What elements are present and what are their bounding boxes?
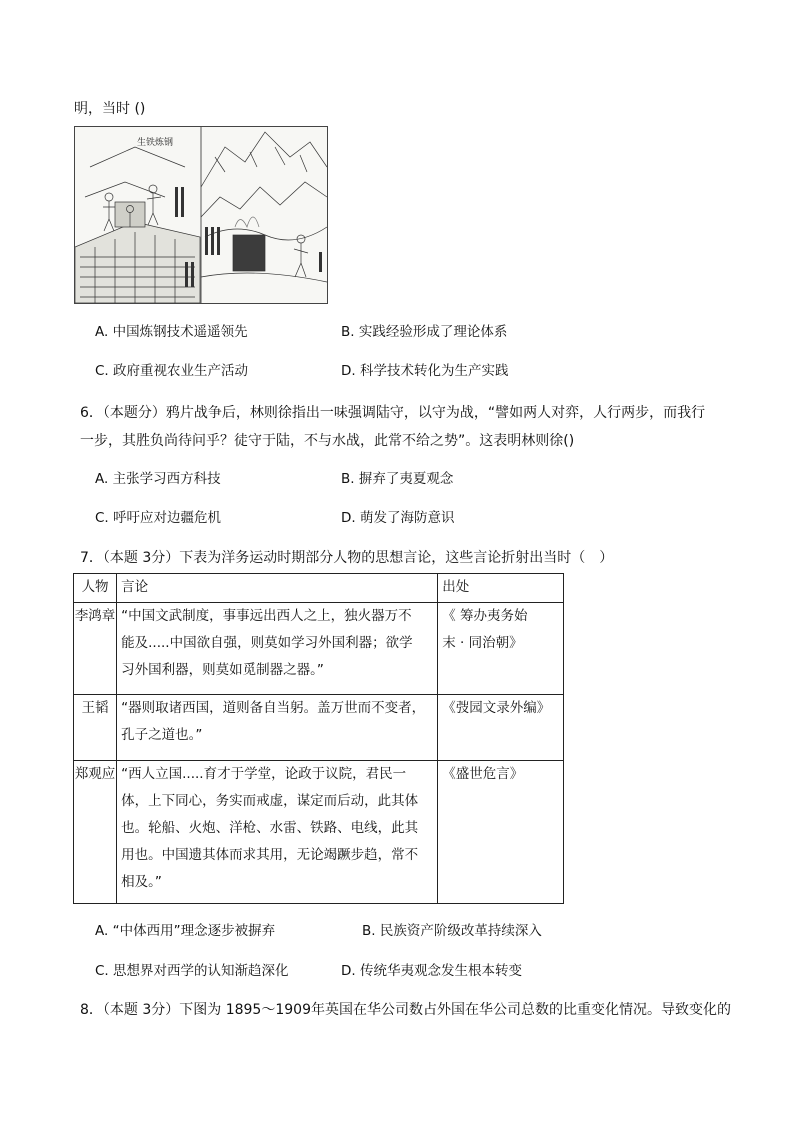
q6-option-b[interactable]: B. 摒弃了夷夏观念 — [341, 471, 454, 487]
source-cell: 《 筹办夷务始 末 · 同治朝》 — [438, 603, 564, 695]
q5-stem-continued: 明，当时 () — [74, 101, 146, 117]
quote-cell: “中国文武制度，事事远出西人之上，独火器万不 能及.....中国欲自强，则莫如学习外国利器；欲学 习外国利器，则莫如觅制器之器。” — [117, 603, 438, 695]
table-row — [74, 695, 564, 761]
q7-table — [73, 573, 564, 904]
person-cell: 王韬 — [74, 695, 117, 761]
q7-stem: 7．（本题 3分）下表为洋务运动时期部分人物的思想言论，这些言论折射出当时（ ） — [80, 550, 614, 566]
q5-option-a[interactable]: A. 中国炼钢技术遥遥领先 — [95, 324, 248, 340]
table-row — [74, 761, 564, 904]
source-cell: 《盛世危言》 — [438, 761, 564, 904]
q7-option-a[interactable]: A. “中体西用”理念逐步被摒弃 — [95, 923, 276, 939]
header-quote: 言论 — [117, 574, 438, 603]
q6-option-c[interactable]: C. 呼吁应对边疆危机 — [95, 510, 222, 526]
steel-making-illustration — [74, 126, 328, 304]
q7-option-b[interactable]: B. 民族资产阶级改革持续深入 — [362, 923, 542, 939]
q5-option-c[interactable]: C. 政府重视农业生产活动 — [95, 363, 249, 379]
header-source: 出处 — [438, 574, 564, 603]
person-cell: 李鸿章 — [74, 603, 117, 695]
q5-option-d[interactable]: D. 科学技术转化为生产实践 — [341, 363, 509, 379]
table-row — [74, 603, 564, 695]
q8-stem: 8．（本题 3分）下图为 1895～1909年英国在华公司数占外国在华公司总数的比重变化情况。导致变化的 — [80, 1002, 731, 1018]
source-cell: 《弢园文录外编》 — [438, 695, 564, 761]
q7-option-c[interactable]: C. 思想界对西学的认知渐趋深化 — [95, 963, 289, 979]
q6-stem-line2: 一步，其胜负尚待问乎？徒守于陆，不与水战，此常不给之势”。这表明林则徐() — [80, 433, 575, 449]
q6-option-a[interactable]: A. 主张学习西方科技 — [95, 471, 221, 487]
quote-cell: “器则取诸西国，道则备自当躬。盖万世而不变者， 孔子之道也。” — [117, 695, 438, 761]
q6-stem-line1: 6．（本题分）鸦片战争后，林则徐指出一味强调陆守，以守为战，“譬如两人对弈，人行两步，而我行 — [80, 405, 706, 421]
person-cell: 郑观应 — [74, 761, 117, 904]
q6-option-d[interactable]: D. 萌发了海防意识 — [341, 510, 455, 526]
quote-cell: “西人立国.....育才于学堂，论政于议院，君民一 体，上下同心，务实而戒虚，谋定而后动，此其体 也。轮船、火炮、洋枪、水雷、铁路、电线，此其 用也。中国遗其体而求其用，无论竭蹶步趋，常不 相及。” — [117, 761, 438, 904]
q7-option-d[interactable]: D. 传统华夷观念发生根本转变 — [341, 963, 522, 979]
q5-option-b[interactable]: B. 实践经验形成了理论体系 — [341, 324, 508, 340]
illustration-title: 生铁炼钢 — [137, 138, 174, 148]
table-header-row — [74, 574, 564, 603]
header-person: 人物 — [74, 574, 117, 603]
